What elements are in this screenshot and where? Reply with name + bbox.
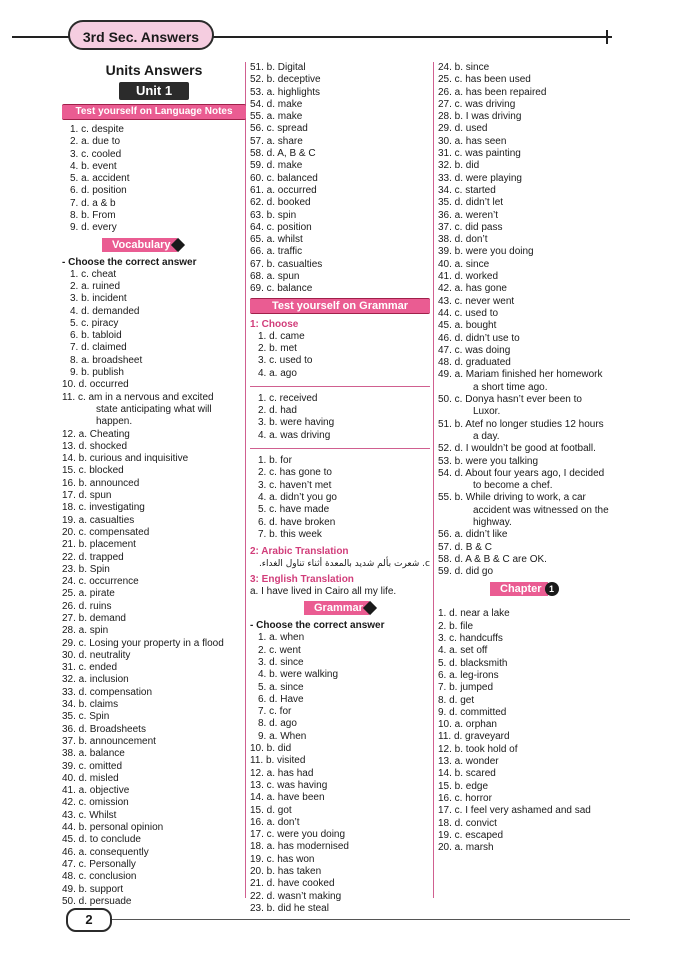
list-item: 59. d. did go (438, 566, 494, 578)
list-item: 3. c. used to (258, 355, 313, 367)
list-item: 20. c. compensated (62, 526, 150, 538)
list-item: 32. a. inclusion (62, 674, 129, 686)
list-item: 10. a. orphan (438, 719, 497, 731)
list-item: 52. b. deceptive (250, 74, 321, 86)
list-item: 37. b. announcement (62, 735, 156, 747)
units-title: Units Answers (105, 62, 203, 78)
language-notes-bar: Test yourself on Language Notes (62, 104, 246, 120)
list-item: 46. a. consequently (62, 846, 149, 858)
list-item: 20. b. has taken (250, 866, 322, 878)
group2-list (250, 393, 430, 442)
list-item: 37. c. did pass (438, 221, 503, 233)
list-item: 23. b. Spin (62, 563, 110, 575)
list-item: 17. d. spun (62, 490, 112, 502)
list-item: 58. d. A, B & C (250, 148, 316, 160)
list-item: 24. b. since (438, 62, 490, 73)
list-item: 40. d. misled (62, 772, 119, 784)
list-item: 30. d. neutrality (62, 649, 131, 661)
list-item: 3. c. handcuffs (438, 633, 503, 645)
footer-rule (110, 919, 630, 920)
page-number: 2 (66, 908, 112, 932)
list-item: 6. d. have broken (258, 516, 336, 528)
list-item: 57. a. share (250, 135, 303, 147)
list-item-continued: accident was witnessed on the (473, 504, 609, 516)
list-item: 15. d. got (250, 804, 292, 816)
vocabulary-tag (102, 238, 246, 252)
list-item: 1. c. cheat (70, 268, 117, 280)
list-item: 3. d. since (258, 656, 304, 668)
list-item: 22. d. wasn’t making (250, 890, 342, 902)
list-item: 2. b. file (438, 620, 474, 632)
list-item: 38. d. don’t (438, 234, 488, 246)
list-item: 68. a. spun (250, 271, 300, 283)
list-item: 34. c. started (438, 184, 496, 196)
list-item: 27. b. demand (62, 612, 126, 624)
list-item: 16. a. don’t (250, 816, 300, 828)
list-item: 31. c. ended (62, 662, 118, 674)
list-item: 13. c. was having (250, 779, 328, 791)
list-item: 5. d. blacksmith (438, 657, 508, 669)
choose-heading: - Choose the correct answer (62, 256, 197, 268)
arabic-translation: c. شعرت بألم شديد بالمعدة أثناء تناول الغداء. (258, 559, 430, 570)
list-item: 1. a. when (258, 632, 305, 644)
list-item: 11. c. am in a nervous and excited (62, 391, 214, 403)
list-item: 4. a. ago (258, 367, 297, 379)
list-item: 39. c. omitted (62, 760, 123, 772)
list-item: 25. c. has been used (438, 74, 531, 86)
list-item: 16. b. announced (62, 477, 140, 489)
list-item: 16. c. horror (438, 792, 492, 804)
list-item: 4. a. didn’t you go (258, 491, 337, 503)
list-item-continued: to become a chef. (473, 480, 553, 492)
list-item: 11. d. graveyard (438, 731, 510, 743)
list-item: 13. d. shocked (62, 440, 128, 452)
english-translation: a. I have lived in Cairo all my life. (250, 586, 397, 598)
list-item: 7. d. claimed (70, 342, 127, 354)
grammar-cont-list (438, 62, 638, 578)
column-2 (250, 62, 430, 915)
list-item-continued: a short time ago. (473, 381, 548, 393)
list-item: 44. c. used to (438, 307, 499, 319)
list-item-continued: Luxor. (473, 406, 501, 418)
list-item: 50. d. persuade (62, 895, 132, 907)
list-item: 61. a. occurred (250, 184, 317, 196)
list-item: 59. d. make (250, 160, 303, 172)
list-item: 39. b. were you doing (438, 246, 534, 258)
list-item: 28. a. spin (62, 625, 109, 637)
chapter-number: 1 (545, 582, 559, 596)
list-item: 12. b. took hold of (438, 743, 518, 755)
chapter-list (438, 608, 638, 854)
list-item: 2. a. due to (70, 136, 121, 148)
list-item: 20. a. marsh (438, 842, 494, 854)
chapter-label: Chapter (490, 582, 548, 596)
list-item: 9. d. every (70, 222, 117, 234)
list-item: 41. d. worked (438, 271, 499, 283)
list-item: 14. a. have been (250, 792, 325, 804)
list-item: 17. c. I feel very ashamed and sad (438, 805, 591, 817)
list-item: 12. a. Cheating (62, 428, 130, 440)
list-item: 21. d. have cooked (250, 878, 335, 890)
list-item: 22. d. trapped (62, 551, 124, 563)
section-divider (250, 386, 430, 387)
list-item: 14. b. curious and inquisitive (62, 453, 189, 465)
list-item: 9. a. When (258, 730, 307, 742)
list-item: 15. b. edge (438, 780, 489, 792)
list-item: 9. b. publish (70, 367, 124, 379)
list-item: 47. c. was doing (438, 344, 511, 356)
list-item: 42. a. has gone (438, 283, 507, 295)
list-item: 49. a. Mariam finished her homework (438, 369, 603, 381)
list-item: 2. a. ruined (70, 280, 121, 292)
list-item: 48. d. graduated (438, 357, 511, 369)
list-item: 7. b. jumped (438, 682, 494, 694)
list-item: 7. b. this week (258, 528, 322, 540)
list-item-continued: state anticipating what will (96, 403, 212, 415)
list-item: 38. a. balance (62, 748, 125, 760)
list-item: 35. d. didn’t let (438, 197, 504, 209)
list-item: 57. d. B & C (438, 541, 492, 553)
list-item: 18. c. investigating (62, 502, 145, 514)
list-item: 7. d. a & b (70, 197, 116, 209)
list-item: 69. c. balance (250, 283, 313, 295)
grammar-tag (304, 601, 430, 615)
list-item: 5. c. have made (258, 504, 330, 516)
list-item: 32. b. did (438, 160, 480, 172)
list-item-continued: happen. (96, 416, 133, 428)
list-item: 6. b. tabloid (70, 330, 122, 342)
list-item: 55. a. make (250, 111, 303, 123)
list-item: 63. b. spin (250, 209, 297, 221)
list-item: 40. a. since (438, 258, 490, 270)
list-item: 47. c. Personally (62, 858, 136, 870)
list-item: 4. d. demanded (70, 305, 140, 317)
chapter-tag (490, 582, 638, 596)
list-item: 15. c. blocked (62, 465, 124, 477)
list-item: 49. b. support (62, 883, 124, 895)
list-item: 8. b. From (70, 210, 116, 222)
list-item: 56. c. spread (250, 123, 308, 135)
list-item: 7. c. for (258, 706, 292, 718)
list-item: 52. d. I wouldn’t be good at football. (438, 443, 596, 455)
english-heading: 3: English Translation (250, 574, 354, 586)
list-item: 1. d. came (258, 330, 305, 342)
list-item: 1. d. near a lake (438, 608, 510, 620)
column-divider-2 (433, 62, 434, 898)
list-item: 8. a. broadsheet (70, 354, 143, 366)
list-item: 23. b. did he steal (250, 902, 329, 914)
list-item: 44. b. personal opinion (62, 822, 164, 834)
list-item: 34. b. claims (62, 699, 119, 711)
list-item: 6. d. Have (258, 693, 304, 705)
list-item: 48. c. conclusion (62, 871, 137, 883)
list-item: 45. a. bought (438, 320, 497, 332)
list-item: 6. a. leg-irons (438, 669, 499, 681)
list-item: 14. b. scared (438, 768, 496, 780)
list-item: 42. c. omission (62, 797, 129, 809)
grammar-list (250, 632, 430, 915)
page-header-title: 3rd Sec. Answers (68, 20, 214, 50)
list-item: 53. b. were you talking (438, 455, 539, 467)
grammar-label: Grammar (304, 601, 369, 615)
list-item: 2. b. met (258, 342, 297, 354)
vocab-cont-list (250, 62, 430, 296)
list-item: 67. b. casualties (250, 258, 323, 270)
list-item: 51. b. Atef no longer studies 12 hours (438, 418, 604, 430)
list-item: 58. d. A & B & C are OK. (438, 553, 547, 565)
list-item: 3. b. incident (70, 293, 127, 305)
list-item: 66. a. traffic (250, 246, 303, 258)
list-item: 24. c. occurrence (62, 576, 139, 588)
language-notes-list (62, 124, 246, 235)
list-item: 46. d. didn’t use to (438, 332, 520, 344)
list-item: 3. b. were having (258, 417, 335, 429)
list-item: 29. c. Losing your property in a flood (62, 637, 224, 649)
list-item: 21. b. placement (62, 539, 136, 551)
list-item: 1. c. despite (70, 124, 124, 135)
vocabulary-label: Vocabulary (102, 238, 177, 252)
list-item: 62. d. booked (250, 197, 311, 209)
list-item: 10. d. occurred (62, 379, 129, 391)
choose-heading-1: 1: Choose (250, 318, 299, 330)
list-item: 33. d. compensation (62, 686, 153, 698)
list-item: 5. c. piracy (70, 317, 119, 329)
list-item: 41. a. objective (62, 785, 130, 797)
list-item: 18. a. has modernised (250, 841, 349, 853)
list-item: 54. d. make (250, 98, 303, 110)
list-item: 45. d. to conclude (62, 834, 141, 846)
list-item: 51. b. Digital (250, 62, 306, 73)
group3-list (250, 455, 430, 541)
list-item: 26. a. has been repaired (438, 86, 547, 98)
list-item: 54. d. About four years ago, I decided (438, 467, 605, 479)
list-item: 53. a. highlights (250, 86, 321, 98)
list-item: 2. c. has gone to (258, 467, 332, 479)
section-divider (250, 448, 430, 449)
list-item: 2. d. had (258, 405, 297, 417)
list-item: 1. c. received (258, 392, 318, 404)
list-item: 25. a. pirate (62, 588, 115, 600)
list-item: 4. b. were walking (258, 669, 339, 681)
list-item: 5. a. accident (70, 173, 130, 185)
list-item: 28. b. I was driving (438, 111, 522, 123)
list-item: 64. c. position (250, 221, 312, 233)
list-item: 11. b. visited (250, 755, 306, 767)
unit-label: Unit 1 (119, 82, 189, 100)
list-item: 4. a. was driving (258, 429, 331, 441)
list-item: 4. b. event (70, 160, 117, 172)
list-item: 43. c. never went (438, 295, 515, 307)
list-item: 2. c. went (258, 644, 301, 656)
list-item: 5. a. since (258, 681, 304, 693)
list-item: 19. c. has won (250, 853, 315, 865)
list-item: 6. d. position (70, 185, 127, 197)
header-rule-end (606, 30, 608, 44)
list-item: 9. d. committed (438, 706, 507, 718)
column-1 (62, 62, 246, 908)
list-item: 8. d. ago (258, 718, 297, 730)
list-item: 18. d. convict (438, 817, 497, 829)
list-item: 3. c. cooled (70, 148, 122, 160)
list-item: 35. c. Spin (62, 711, 110, 723)
list-item: 30. a. has seen (438, 135, 507, 147)
list-item: 36. a. weren’t (438, 209, 499, 221)
list-item: 33. d. were playing (438, 172, 522, 184)
list-item: 3. c. haven’t met (258, 479, 332, 491)
list-item: 27. c. was driving (438, 98, 516, 110)
column-3 (438, 62, 638, 854)
list-item: 43. c. Whilst (62, 809, 117, 821)
list-item: 31. c. was painting (438, 148, 521, 160)
list-item: 29. d. used (438, 123, 488, 135)
list-item: 19. c. escaped (438, 829, 504, 841)
list-item: 60. c. balanced (250, 172, 318, 184)
list-item: 26. d. ruins (62, 600, 112, 612)
list-item: 50. c. Donya hasn’t ever been to (438, 394, 582, 406)
list-item-continued: highway. (473, 516, 512, 528)
list-item: 36. d. Broadsheets (62, 723, 146, 735)
group1-list (250, 331, 430, 380)
vocab-list (62, 269, 246, 908)
list-item: 56. a. didn’t like (438, 529, 508, 541)
list-item: 13. a. wonder (438, 756, 499, 768)
list-item: 17. c. were you doing (250, 829, 346, 841)
grammar-test-bar: Test yourself on Grammar (250, 298, 430, 314)
list-item: 19. a. casualties (62, 514, 135, 526)
list-item: 1. b. for (258, 455, 292, 467)
list-item: 12. a. has had (250, 767, 314, 779)
list-item-continued: a day. (473, 430, 500, 442)
arabic-heading: 2: Arabic Translation (250, 546, 349, 558)
list-item: 4. a. set off (438, 645, 488, 657)
list-item: 8. d. get (438, 694, 475, 706)
choose-heading-2: - Choose the correct answer (250, 620, 385, 632)
list-item: 10. b. did (250, 743, 292, 755)
list-item: 55. b. While driving to work, a car (438, 492, 586, 504)
list-item: 65. a. whilst (250, 234, 303, 246)
